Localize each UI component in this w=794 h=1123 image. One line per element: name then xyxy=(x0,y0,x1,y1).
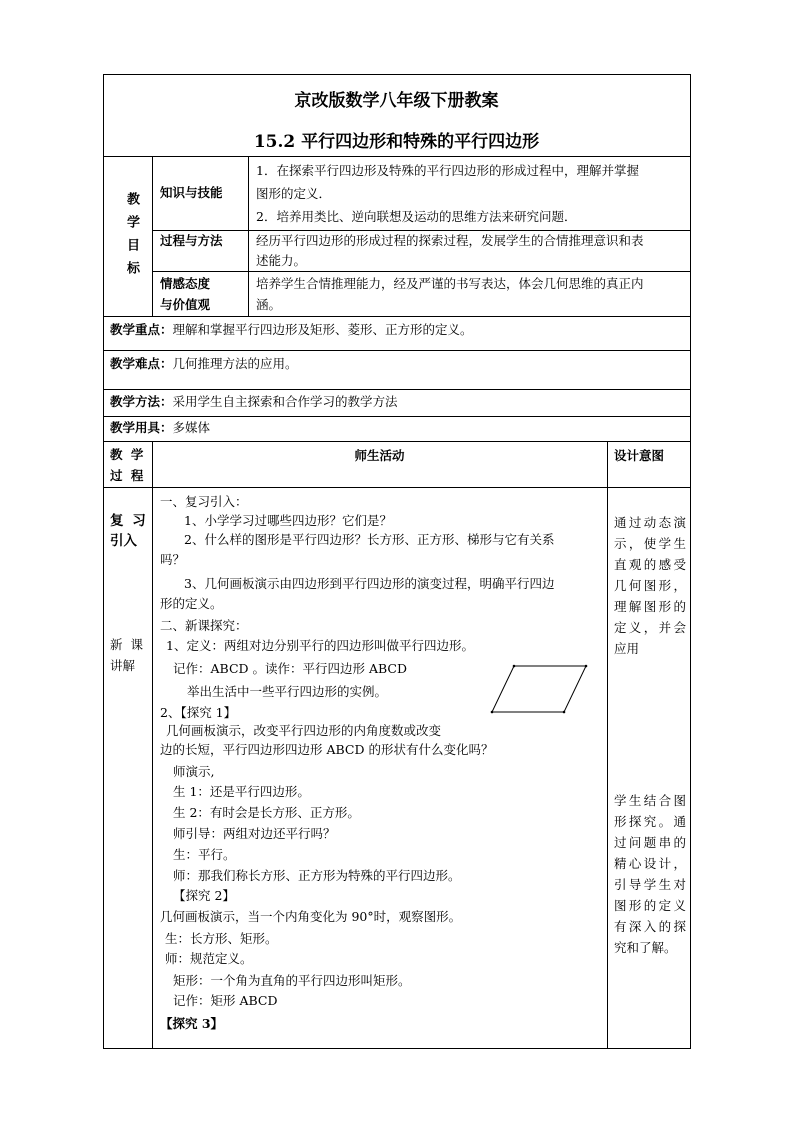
difficulty-label: 教学难点： xyxy=(110,356,173,371)
parallelogram-figure xyxy=(490,658,594,718)
divider xyxy=(248,156,249,317)
objective-text-line: 培养学生合情推理能力，经及严谨的书写表达，体会几何思维的真正内 xyxy=(256,276,644,291)
activity-line: 形的定义。 xyxy=(160,596,223,611)
key-points-label: 教学重点： xyxy=(110,322,173,337)
activity-line: 二、新课探究： xyxy=(160,618,248,633)
activity-line: 一、复习引入： xyxy=(160,494,248,509)
process-column-header: 教 学 xyxy=(110,447,146,462)
vertex-dot xyxy=(585,665,588,668)
objective-label-knowledge: 知识与技能 xyxy=(160,185,223,200)
activity-line: 【探究 3】 xyxy=(160,1016,224,1031)
objective-text-line: 述能力。 xyxy=(256,253,307,268)
table-border-right xyxy=(690,74,691,1049)
objective-label-attitude: 情感态度 xyxy=(160,276,211,291)
tools-label: 教学用具： xyxy=(110,420,173,435)
objective-text-line: 图形的定义． xyxy=(256,186,332,201)
activity-line: 1、定义：两组对边分别平行的四边形叫做平行四边形。 xyxy=(166,638,474,653)
objective-label-process: 过程与方法 xyxy=(160,233,223,248)
divider xyxy=(152,230,690,231)
activity-line: 3、几何画板演示由四边形到平行四边形的演变过程，明确平行四边 xyxy=(184,576,555,591)
activity-line: 生 2：有时会是长方形、正方形。 xyxy=(173,805,360,820)
difficulty-row xyxy=(110,356,298,372)
activity-line: 师演示, xyxy=(173,764,215,779)
objectives-label-text: 教学目标 xyxy=(124,192,139,284)
divider xyxy=(152,441,153,1049)
vertex-dot xyxy=(563,711,566,714)
stage-new-lesson: 新 课 xyxy=(110,637,145,652)
page-title: 京改版数学八年级下册教案 xyxy=(294,91,499,111)
divider xyxy=(103,441,691,442)
table-border-bottom xyxy=(103,1048,691,1049)
divider xyxy=(607,441,608,1049)
activity-line: 2、【探究 1】 xyxy=(160,705,237,720)
tools-row xyxy=(110,420,210,436)
objectives-label xyxy=(118,192,138,284)
activity-line: 师：规范定义。 xyxy=(165,951,253,966)
stage-review: 引入 xyxy=(110,533,137,549)
intent-column-header: 设计意图 xyxy=(614,448,665,463)
activity-line: 生 1：还是平行四边形。 xyxy=(173,784,310,799)
activity-line: 记作：ABCD 。读作：平行四边形 ABCD xyxy=(173,661,408,676)
table-border-top xyxy=(103,74,691,75)
activity-line: 记作：矩形 ABCD xyxy=(173,993,278,1008)
key-points-text: 理解和掌握平行四边形及矩形、菱形、正方形的定义。 xyxy=(172,322,473,337)
divider xyxy=(103,389,691,390)
vertex-dot xyxy=(513,665,516,668)
design-intent-second: 学生结合图形探究。通过问题串的精心设计，引导学生对图形的定义有深入的探究和了解。 xyxy=(614,793,686,955)
divider xyxy=(103,416,691,417)
objective-text-line: 1．在探索平行四边形及特殊的平行四边形的形成过程中，理解并掌握 xyxy=(256,163,639,178)
activity-line: 生：长方形、矩形。 xyxy=(165,931,278,946)
tools-text: 多媒体 xyxy=(172,420,211,435)
objective-text-line: 涵。 xyxy=(256,297,282,312)
activity-line: 几何画板演示，改变平行四边形的内角度数或改变 xyxy=(166,723,442,738)
divider xyxy=(103,487,691,488)
objective-label-attitude: 与价值观 xyxy=(160,297,211,312)
divider xyxy=(103,156,691,157)
method-row xyxy=(110,394,398,410)
activity-line: 【探究 2】 xyxy=(173,888,235,903)
activity-line: 1、小学学习过哪些四边形？它们是？ xyxy=(184,513,392,528)
design-intent-first: 通过动态演示，使学生直观的感受几何图形，理解图形的定义，并会应用 xyxy=(614,515,686,656)
objective-text-line: 经历平行四边形的形成过程的探索过程，发展学生的合情推理意识和表 xyxy=(256,233,644,248)
activity-line: 生：平行。 xyxy=(173,847,236,862)
activity-line: 举出生活中一些平行四边形的实例。 xyxy=(187,684,388,699)
table-border-left xyxy=(103,74,104,1049)
activity-line: 几何画板演示，当一个内角变化为 90°时，观察图形。 xyxy=(160,909,462,924)
stage-review: 复 习 xyxy=(110,513,148,529)
activity-line: 边的长短，平行四边形四边形 ABCD 的形状有什么变化吗？ xyxy=(160,742,494,757)
process-column-header: 过 程 xyxy=(110,468,146,483)
lesson-title: 15.2 平行四边形和特殊的平行四边形 xyxy=(253,132,540,152)
divider xyxy=(103,316,691,317)
activity-line: 师：那我们称长方形、正方形为特殊的平行四边形。 xyxy=(173,868,461,883)
difficulty-text: 几何推理方法的应用。 xyxy=(172,356,298,371)
vertex-dot xyxy=(491,711,494,714)
objective-text-line: 2．培养用类比、逆向联想及运动的思维方法来研究问题． xyxy=(256,209,577,224)
method-label: 教学方法： xyxy=(110,394,173,409)
activity-line: 2、什么样的图形是平行四边形？长方形、正方形、梯形与它有关系 xyxy=(184,532,555,547)
stage-new-lesson: 讲解 xyxy=(110,658,136,673)
key-points-row xyxy=(110,322,473,338)
divider xyxy=(152,156,153,317)
activity-line: 矩形：一个角为直角的平行四边形叫矩形。 xyxy=(173,973,411,988)
parallelogram-shape xyxy=(492,666,586,712)
divider xyxy=(152,271,690,272)
activities-column-header: 师生活动 xyxy=(354,448,405,463)
activity-line: 吗？ xyxy=(160,552,186,567)
method-text: 采用学生自主探索和合作学习的教学方法 xyxy=(172,394,398,409)
divider xyxy=(103,350,691,351)
activity-line: 师引导：两组对边还平行吗？ xyxy=(173,826,336,841)
